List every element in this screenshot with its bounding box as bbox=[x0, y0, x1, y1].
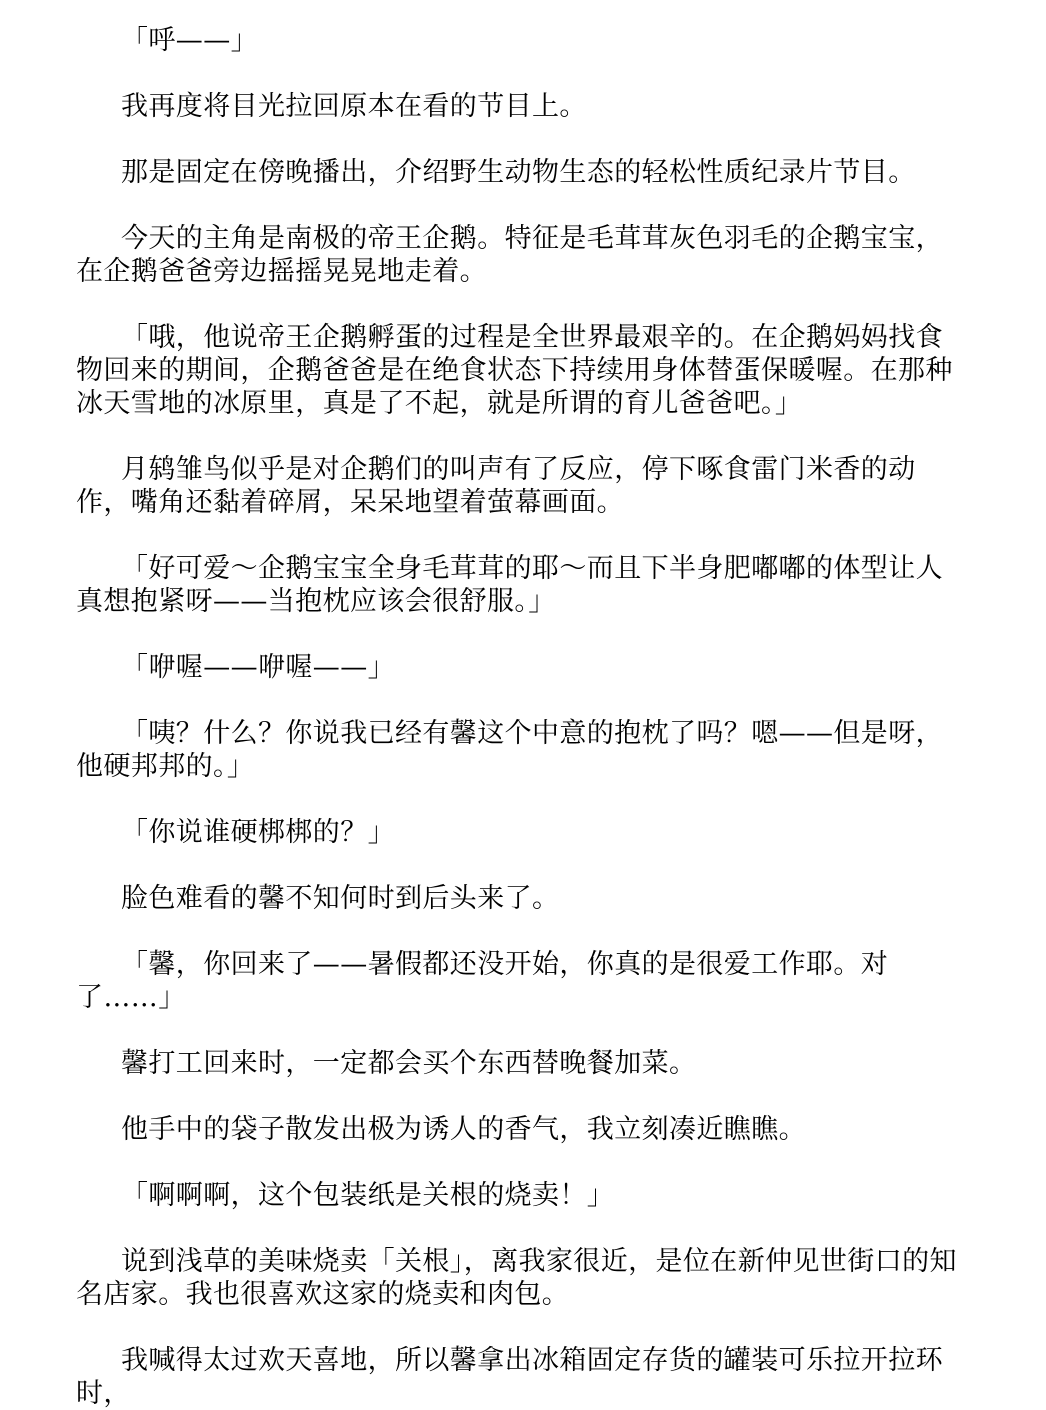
paragraph: 「馨，你回来了——暑假都还没开始，你真的是很爱工作耶。对了……」 bbox=[76, 949, 889, 1013]
paragraph: 「咿喔——咿喔——」 bbox=[121, 652, 395, 683]
paragraph: 馨打工回来时，一定都会买个东西替晚餐加菜。 bbox=[121, 1048, 697, 1079]
paragraph: 「你说谁硬梆梆的？」 bbox=[121, 817, 395, 848]
paragraph: 「咦？什么？你说我已经有馨这个中意的抱枕了吗？嗯——但是呀，他硬邦邦的。」 bbox=[76, 718, 943, 782]
paragraph: 「呼——」 bbox=[121, 25, 258, 56]
paragraph: 「好可爱～企鹅宝宝全身毛茸茸的耶～而且下半身肥嘟嘟的体型让人真想抱紧呀——当抱枕应该会很舒服。」 bbox=[76, 553, 943, 617]
paragraph: 那是固定在傍晚播出，介绍野生动物生态的轻松性质纪录片节目。 bbox=[121, 157, 916, 188]
paragraph: 他手中的袋子散发出极为诱人的香气，我立刻凑近瞧瞧。 bbox=[121, 1114, 806, 1145]
paragraph: 我喊得太过欢天喜地，所以馨拿出冰箱固定存货的罐装可乐拉开拉环时， bbox=[76, 1345, 943, 1409]
paragraph: 说到浅草的美味烧卖「关根」，离我家很近，是位在新仲见世街口的知名店家。我也很喜欢这家的烧卖和肉包。 bbox=[76, 1246, 957, 1310]
paragraph: 「啊啊啊，这个包装纸是关根的烧卖！」 bbox=[121, 1180, 615, 1211]
paragraph: 今天的主角是南极的帝王企鹅。特征是毛茸茸灰色羽毛的企鹅宝宝，在企鹅爸爸旁边摇摇晃晃地走着。 bbox=[76, 223, 943, 287]
paragraph: 脸色难看的馨不知何时到后头来了。 bbox=[121, 883, 560, 914]
paragraph: 月鸫雏鸟似乎是对企鹅们的叫声有了反应，停下啄食雷门米香的动作，嘴角还黏着碎屑，呆呆地望着萤幕画面。 bbox=[76, 454, 916, 518]
paragraph: 我再度将目光拉回原本在看的节目上。 bbox=[121, 91, 587, 122]
paragraph: 「哦，他说帝王企鹅孵蛋的过程是全世界最艰辛的。在企鹅妈妈找食物回来的期间，企鹅爸爸是在绝食状态下持续用身体替蛋保暖喔。在那种冰天雪地的冰原里，真是了不起，就是所谓的育儿爸爸吧。」 bbox=[76, 322, 953, 419]
